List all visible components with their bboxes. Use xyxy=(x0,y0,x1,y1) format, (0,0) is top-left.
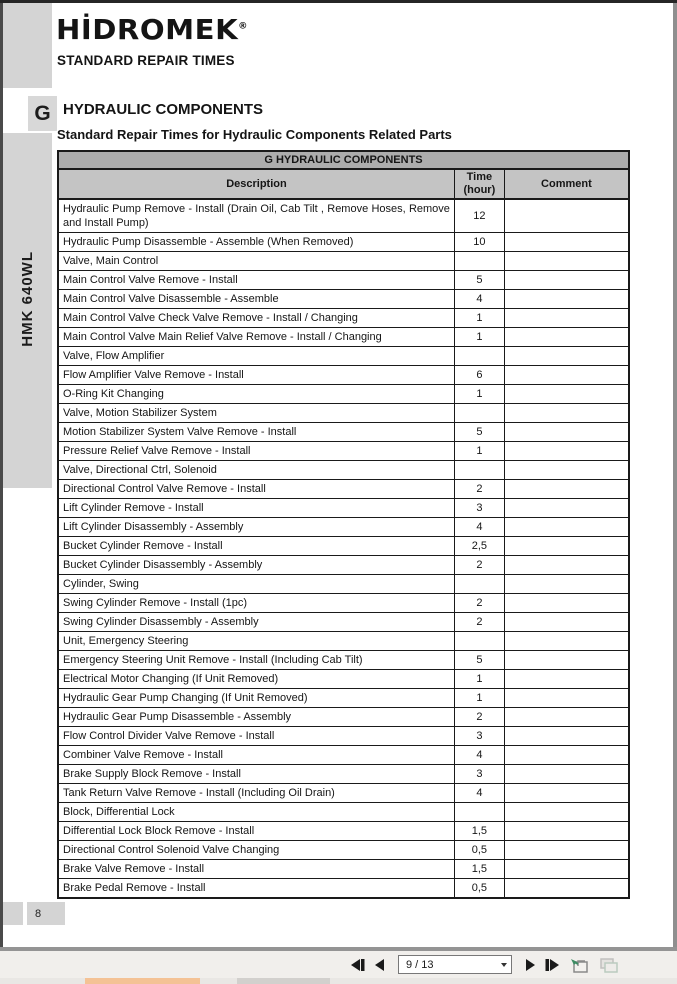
table-banner: G HYDRAULIC COMPONENTS xyxy=(58,151,629,169)
row-comment xyxy=(504,385,629,404)
viewer-frame-right xyxy=(673,3,677,951)
table-row xyxy=(58,860,629,879)
row-description: Block, Differential Lock xyxy=(58,803,454,822)
row-description: Unit, Emergency Steering xyxy=(58,632,454,651)
row-time xyxy=(454,632,504,651)
row-comment xyxy=(504,461,629,480)
table-row xyxy=(58,442,629,461)
first-page-button[interactable] xyxy=(347,955,369,975)
row-time: 1,5 xyxy=(454,860,504,879)
row-time xyxy=(454,347,504,366)
row-description: Pressure Relief Valve Remove - Install xyxy=(58,442,454,461)
row-time: 12 xyxy=(454,199,504,233)
last-page-button[interactable] xyxy=(541,955,563,975)
row-comment xyxy=(504,765,629,784)
table-row xyxy=(58,404,629,423)
row-comment xyxy=(504,746,629,765)
row-comment xyxy=(504,518,629,537)
row-time: 3 xyxy=(454,765,504,784)
row-description: O-Ring Kit Changing xyxy=(58,385,454,404)
row-description: Directional Control Solenoid Valve Changing xyxy=(58,841,454,860)
table-row xyxy=(58,199,629,233)
row-comment xyxy=(504,727,629,746)
page-indicator-value: 9 / 13 xyxy=(406,958,434,971)
table-row xyxy=(58,252,629,271)
row-comment xyxy=(504,328,629,347)
table-row xyxy=(58,746,629,765)
row-description: Cylinder, Swing xyxy=(58,575,454,594)
sidebar-strip-top xyxy=(3,3,52,88)
row-comment xyxy=(504,366,629,385)
row-comment xyxy=(504,309,629,328)
row-time xyxy=(454,461,504,480)
row-description: Valve, Motion Stabilizer System xyxy=(58,404,454,423)
row-comment xyxy=(504,537,629,556)
last-page-icon xyxy=(544,958,560,972)
row-comment xyxy=(504,233,629,252)
table-row xyxy=(58,727,629,746)
previous-page-icon xyxy=(374,958,386,972)
table-row xyxy=(58,632,629,651)
previous-view-icon xyxy=(568,956,590,974)
logo-text: HİDROMEK xyxy=(56,13,239,46)
row-time: 5 xyxy=(454,651,504,670)
row-comment xyxy=(504,199,629,233)
table-row xyxy=(58,879,629,899)
row-time: 1,5 xyxy=(454,822,504,841)
table-row xyxy=(58,841,629,860)
row-comment xyxy=(504,442,629,461)
row-time: 1 xyxy=(454,689,504,708)
taskbar-edge xyxy=(0,978,677,984)
row-comment xyxy=(504,290,629,309)
row-time: 5 xyxy=(454,271,504,290)
row-comment xyxy=(504,423,629,442)
row-time: 1 xyxy=(454,309,504,328)
row-time: 4 xyxy=(454,518,504,537)
row-comment xyxy=(504,594,629,613)
table-row xyxy=(58,233,629,252)
row-description: Brake Pedal Remove - Install xyxy=(58,879,454,899)
row-comment xyxy=(504,841,629,860)
row-description: Hydraulic Gear Pump Disassemble - Assembly xyxy=(58,708,454,727)
row-time: 4 xyxy=(454,746,504,765)
row-time: 6 xyxy=(454,366,504,385)
row-time: 3 xyxy=(454,499,504,518)
footer-page-number: 8 xyxy=(27,902,65,925)
table-body xyxy=(58,199,629,898)
column-header-time: Time (hour) xyxy=(454,169,504,199)
row-comment xyxy=(504,784,629,803)
page-number-combobox[interactable] xyxy=(398,955,512,974)
row-comment xyxy=(504,822,629,841)
hidromek-logo xyxy=(56,13,248,46)
row-time: 1 xyxy=(454,670,504,689)
row-comment xyxy=(504,803,629,822)
row-comment xyxy=(504,860,629,879)
table-row xyxy=(58,537,629,556)
row-description: Swing Cylinder Remove - Install (1pc) xyxy=(58,594,454,613)
row-comment xyxy=(504,252,629,271)
row-time: 5 xyxy=(454,423,504,442)
taskbar-highlight-gray xyxy=(237,978,330,984)
row-time xyxy=(454,252,504,271)
next-page-button[interactable] xyxy=(519,955,541,975)
chevron-down-icon xyxy=(497,963,511,967)
first-page-icon xyxy=(350,958,366,972)
row-comment xyxy=(504,632,629,651)
row-time: 2 xyxy=(454,556,504,575)
table-row xyxy=(58,651,629,670)
row-time xyxy=(454,575,504,594)
row-description: Main Control Valve Disassemble - Assemble xyxy=(58,290,454,309)
page-navigation-toolbar xyxy=(0,951,677,978)
row-time: 2 xyxy=(454,594,504,613)
row-time: 0,5 xyxy=(454,879,504,899)
row-description: Differential Lock Block Remove - Install xyxy=(58,822,454,841)
row-description: Valve, Directional Ctrl, Solenoid xyxy=(58,461,454,480)
table-row xyxy=(58,347,629,366)
section-subtitle: Standard Repair Times for Hydraulic Components Related Parts xyxy=(57,127,452,142)
row-comment xyxy=(504,347,629,366)
table-row xyxy=(58,423,629,442)
row-comment xyxy=(504,689,629,708)
row-time: 1 xyxy=(454,385,504,404)
row-description: Tank Return Valve Remove - Install (Including Oil Drain) xyxy=(58,784,454,803)
row-time: 1 xyxy=(454,442,504,461)
sidebar-model-strip xyxy=(3,133,52,488)
row-comment xyxy=(504,556,629,575)
row-comment xyxy=(504,499,629,518)
table-row xyxy=(58,556,629,575)
section-title: HYDRAULIC COMPONENTS xyxy=(63,101,264,118)
next-page-icon xyxy=(524,958,536,972)
row-time: 0,5 xyxy=(454,841,504,860)
row-description: Hydraulic Pump Disassemble - Assemble (When Removed) xyxy=(58,233,454,252)
row-description: Flow Amplifier Valve Remove - Install xyxy=(58,366,454,385)
section-letter-tab: G xyxy=(28,96,57,131)
table-row xyxy=(58,670,629,689)
table-row xyxy=(58,822,629,841)
table-row xyxy=(58,575,629,594)
row-description: Valve, Flow Amplifier xyxy=(58,347,454,366)
table-row xyxy=(58,328,629,347)
table-row xyxy=(58,309,629,328)
repair-times-table xyxy=(57,150,630,899)
row-time: 2 xyxy=(454,708,504,727)
row-description: Flow Control Divider Valve Remove - Install xyxy=(58,727,454,746)
row-time: 10 xyxy=(454,233,504,252)
row-time: 2 xyxy=(454,480,504,499)
table-row xyxy=(58,385,629,404)
row-description: Main Control Valve Remove - Install xyxy=(58,271,454,290)
row-comment xyxy=(504,575,629,594)
column-header-comment: Comment xyxy=(504,169,629,199)
table-row xyxy=(58,803,629,822)
table-row xyxy=(58,290,629,309)
table-row xyxy=(58,689,629,708)
footer-tab-square xyxy=(3,902,23,925)
row-description: Hydraulic Pump Remove - Install (Drain Oil, Cab Tilt , Remove Hoses, Remove and Install Pump) xyxy=(58,199,454,233)
row-time xyxy=(454,404,504,423)
table-row xyxy=(58,461,629,480)
row-description: Bucket Cylinder Remove - Install xyxy=(58,537,454,556)
row-description: Bucket Cylinder Disassembly - Assembly xyxy=(58,556,454,575)
page-navigation-controls xyxy=(347,954,621,976)
table-row xyxy=(58,480,629,499)
row-time: 4 xyxy=(454,784,504,803)
row-description: Directional Control Valve Remove - Install xyxy=(58,480,454,499)
row-description: Main Control Valve Main Relief Valve Remove - Install / Changing xyxy=(58,328,454,347)
row-description: Lift Cylinder Remove - Install xyxy=(58,499,454,518)
next-view-button[interactable] xyxy=(595,954,621,976)
previous-view-button[interactable] xyxy=(566,954,592,976)
row-time xyxy=(454,803,504,822)
row-description: Motion Stabilizer System Valve Remove - Install xyxy=(58,423,454,442)
row-comment xyxy=(504,879,629,899)
row-time: 4 xyxy=(454,290,504,309)
row-description: Electrical Motor Changing (If Unit Removed) xyxy=(58,670,454,689)
row-comment xyxy=(504,613,629,632)
table-row xyxy=(58,271,629,290)
row-time: 3 xyxy=(454,727,504,746)
row-description: Hydraulic Gear Pump Changing (If Unit Removed) xyxy=(58,689,454,708)
row-description: Valve, Main Control xyxy=(58,252,454,271)
row-comment xyxy=(504,651,629,670)
document-subtitle: STANDARD REPAIR TIMES xyxy=(57,53,235,68)
previous-page-button[interactable] xyxy=(369,955,391,975)
table-row xyxy=(58,765,629,784)
row-comment xyxy=(504,480,629,499)
table-row xyxy=(58,518,629,537)
table-row xyxy=(58,784,629,803)
taskbar-highlight-orange xyxy=(85,978,200,984)
row-comment xyxy=(504,708,629,727)
column-header-description: Description xyxy=(58,169,454,199)
row-description: Swing Cylinder Disassembly - Assembly xyxy=(58,613,454,632)
model-label: HMK 640WL xyxy=(19,251,36,347)
row-comment xyxy=(504,404,629,423)
table-row xyxy=(58,613,629,632)
row-description: Brake Valve Remove - Install xyxy=(58,860,454,879)
table-row xyxy=(58,366,629,385)
row-comment xyxy=(504,670,629,689)
table-row xyxy=(58,499,629,518)
row-description: Main Control Valve Check Valve Remove - Install / Changing xyxy=(58,309,454,328)
row-description: Lift Cylinder Disassembly - Assembly xyxy=(58,518,454,537)
table-row xyxy=(58,708,629,727)
row-time: 2 xyxy=(454,613,504,632)
viewer-frame-left xyxy=(0,3,3,948)
row-comment xyxy=(504,271,629,290)
row-description: Emergency Steering Unit Remove - Install (Including Cab Tilt) xyxy=(58,651,454,670)
table-row xyxy=(58,594,629,613)
row-time: 1 xyxy=(454,328,504,347)
row-time: 2,5 xyxy=(454,537,504,556)
viewer-frame-top xyxy=(0,0,677,3)
row-description: Brake Supply Block Remove - Install xyxy=(58,765,454,784)
row-description: Combiner Valve Remove - Install xyxy=(58,746,454,765)
next-view-icon xyxy=(597,956,619,974)
registered-trademark-icon: ® xyxy=(238,21,249,32)
